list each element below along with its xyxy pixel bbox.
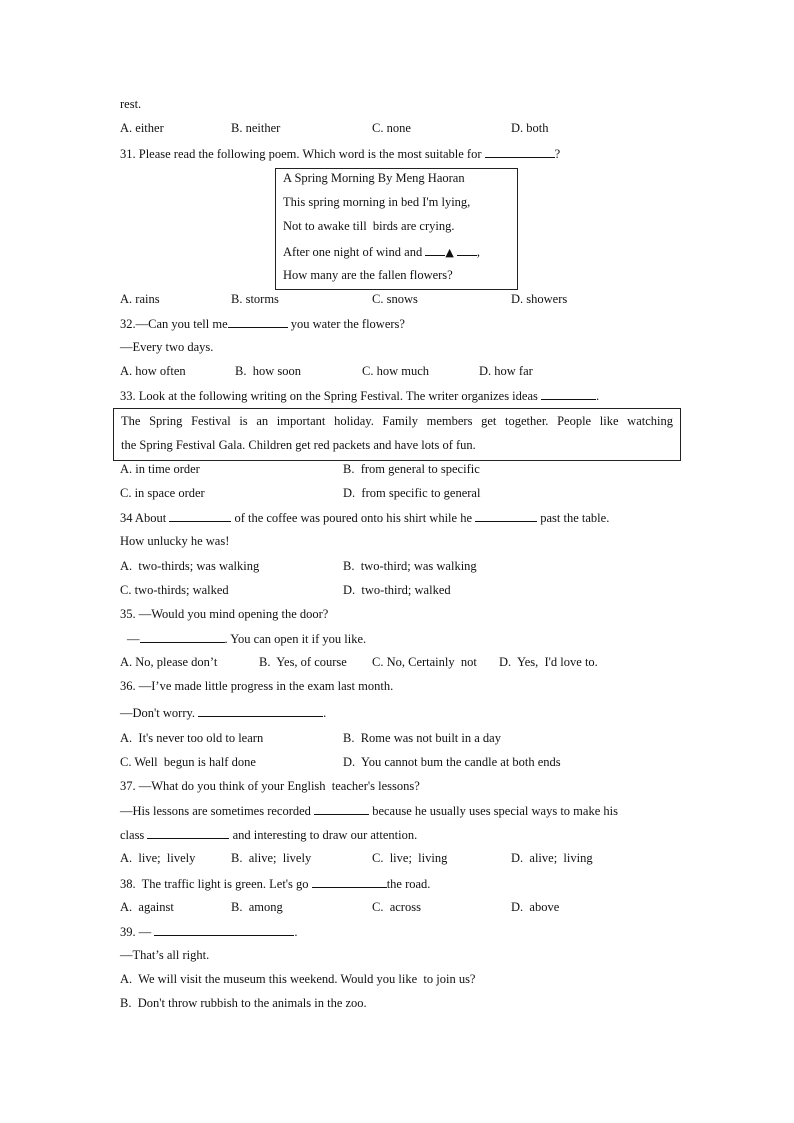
q34-option-d: D. two-third; walked: [343, 583, 451, 597]
answer-blank: [154, 923, 294, 936]
q35-option-d: D. Yes, I'd love to.: [499, 655, 598, 669]
answer-blank: [475, 509, 537, 522]
q38-stem: [120, 875, 430, 892]
q32-reply: —Every two days.: [120, 340, 214, 354]
q39-reply: —That’s all right.: [120, 948, 210, 962]
q39-option-b: B. Don't throw rubbish to the animals in the zoo.: [120, 996, 367, 1010]
q36-option-c: C. Well begun is half done: [120, 755, 256, 769]
q32-option-b: B. how soon: [235, 364, 301, 378]
q38-stem-text: 38. The traffic light is green. Let's go: [120, 877, 309, 891]
answer-blank: [169, 509, 231, 522]
poem-line-2: Not to awake till birds are crying.: [283, 219, 455, 233]
triangle-marker-icon: ▲: [445, 246, 454, 259]
answer-blank: [140, 630, 225, 643]
q36-reply-end: .: [323, 706, 327, 720]
q34-stem-text: 34 About: [120, 511, 167, 525]
q31-option-d: D. showers: [511, 292, 568, 306]
q34-option-b: B. two-third; was walking: [343, 559, 477, 573]
q36-option-a: A. It's never too old to learn: [120, 731, 264, 745]
q34-stem-mid: of the coffee was poured onto his shirt while he: [234, 511, 472, 525]
q32-option-c: C. how much: [362, 364, 430, 378]
q31-stem: [120, 145, 560, 162]
q35-option-c: C. No, Certainly not: [372, 655, 477, 669]
q33-stem: [120, 387, 599, 404]
poem-title: A Spring Morning By Meng Haoran: [283, 171, 465, 185]
q37-option-c: C. live; living: [372, 851, 448, 865]
q34-stem-end: past the table.: [540, 511, 610, 525]
answer-blank: [541, 387, 596, 400]
q35-reply-dash: —: [127, 632, 140, 646]
answer-blank: [147, 826, 229, 839]
q30-option-d: D. both: [511, 121, 549, 135]
q37-stem: 37. —What do you think of your English teacher's lessons?: [120, 779, 420, 793]
answer-blank: [425, 243, 445, 256]
q34-stem: [120, 509, 609, 526]
q31-stem-text: 31. Please read the following poem. Which word is the most suitable for: [120, 147, 482, 161]
q31-option-b: B. storms: [231, 292, 279, 306]
q32-option-a: A. how often: [120, 364, 186, 378]
poem-line-1: This spring morning in bed I'm lying,: [283, 195, 471, 209]
q31-option-a: A. rains: [120, 292, 160, 306]
q33-stem-text: 33. Look at the following writing on the Spring Festival. The writer organizes ideas: [120, 389, 538, 403]
q39-stem-text: 39. —: [120, 925, 152, 939]
q36-reply: [120, 704, 326, 721]
q30-option-b: B. neither: [231, 121, 281, 135]
q34-option-a: A. two-thirds; was walking: [120, 559, 260, 573]
q35-reply-text: . You can open it if you like.: [224, 632, 367, 646]
q34-option-c: C. two-thirds; walked: [120, 583, 229, 597]
answer-blank: [312, 875, 387, 888]
q32-stem-text: 32.—Can you tell me: [120, 317, 228, 331]
answer-blank: [457, 243, 477, 256]
q37-reply: [120, 802, 618, 819]
q36-reply-text: —Don't worry.: [120, 706, 196, 720]
q32-stem-end: you water the flowers?: [290, 317, 405, 331]
q39-option-a: A. We will visit the museum this weekend. Would you like to join us?: [120, 972, 476, 986]
q35-stem: 35. —Would you mind opening the door?: [120, 607, 329, 621]
q37-line-3-text: class: [120, 828, 145, 842]
q39-stem-end: .: [294, 925, 298, 939]
q33-option-d: D. from specific to general: [343, 486, 481, 500]
q37-option-b: B. alive; lively: [231, 851, 312, 865]
q33-stem-end: .: [596, 389, 600, 403]
essay-line-2: the Spring Festival Gala. Children get red packets and have lots of fun.: [121, 438, 476, 452]
essay-line-1: The Spring Festival is an important holiday. Family members get together. People like watching: [121, 414, 673, 428]
answer-blank: [314, 802, 369, 815]
q30-option-a: A. either: [120, 121, 164, 135]
q37-reply-text: —His lessons are sometimes recorded: [120, 804, 311, 818]
q32-option-d: D. how far: [479, 364, 533, 378]
q31-stem-end: ?: [554, 147, 561, 161]
q33-option-b: B. from general to specific: [343, 462, 480, 476]
q33-option-a: A. in time order: [120, 462, 200, 476]
q36-option-b: B. Rome was not built in a day: [343, 731, 501, 745]
q35-option-a: A. No, please don’t: [120, 655, 218, 669]
q34-stem-line-2: How unlucky he was!: [120, 534, 230, 548]
poem-line-3: [283, 243, 480, 261]
q37-option-a: A. live; lively: [120, 851, 196, 865]
q37-option-d: D. alive; living: [511, 851, 593, 865]
q37-reply-end: because he usually uses special ways to make his: [372, 804, 618, 818]
q35-reply: [127, 630, 366, 647]
essay-box: [113, 408, 681, 461]
poem-line-3-text: After one night of wind and: [283, 245, 423, 259]
answer-blank: [228, 315, 288, 328]
q37-line-3: [120, 826, 417, 843]
poem-box: [275, 168, 518, 290]
q38-option-b: B. among: [231, 900, 283, 914]
poem-line-4: How many are the fallen flowers?: [283, 268, 453, 282]
q30-option-c: C. none: [372, 121, 411, 135]
q38-stem-end: the road.: [386, 877, 431, 891]
q38-option-c: C. across: [372, 900, 421, 914]
q35-option-b: B. Yes, of course: [259, 655, 347, 669]
q39-stem: [120, 923, 298, 940]
answer-blank: [198, 704, 323, 717]
q36-stem: 36. —I’ve made little progress in the exam last month.: [120, 679, 394, 693]
q38-option-a: A. against: [120, 900, 174, 914]
q38-option-d: D. above: [511, 900, 560, 914]
q32-stem: [120, 315, 405, 332]
answer-blank: [485, 145, 555, 158]
q37-line-3-end: and interesting to draw our attention.: [232, 828, 418, 842]
poem-line-3-end: ,: [476, 245, 481, 259]
q30-stem-tail: rest.: [120, 97, 142, 111]
q33-option-c: C. in space order: [120, 486, 205, 500]
q36-option-d: D. You cannot bum the candle at both ends: [343, 755, 561, 769]
q31-option-c: C. snows: [372, 292, 418, 306]
